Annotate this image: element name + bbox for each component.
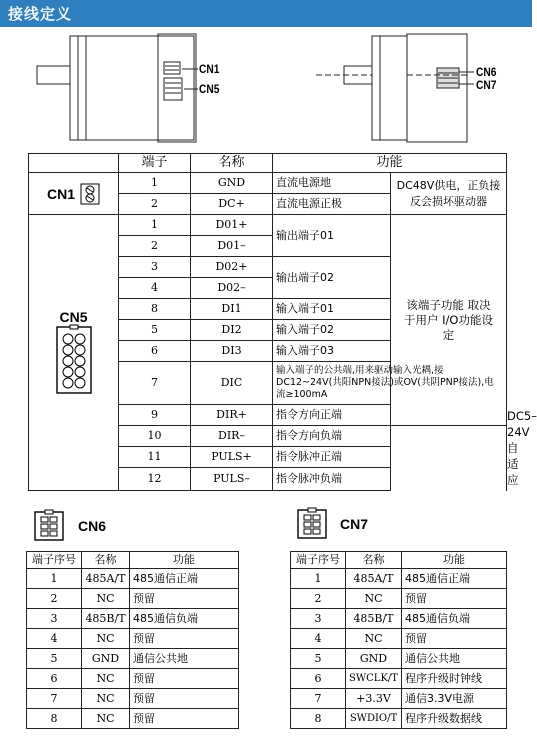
table-row [27,569,239,589]
func-cell: 指令方向负端 [273,426,391,447]
cn6-connector-icon [33,510,65,542]
pin-cell: 4 [291,629,346,649]
func-cell: 485通信正端 [130,569,239,589]
table-row [291,709,507,729]
cn6-callout: CN6 [476,65,497,79]
name-cell: DI3 [191,341,273,362]
func-cell: 输入端子02 [273,320,391,341]
func-cell: 直流电源地 [273,173,391,194]
name-cell: SWCLK/T [346,669,402,689]
page-title: 接线定义 [8,5,73,23]
header-function: 功能 [130,552,239,569]
cn7-header-row [291,552,507,569]
func-cell: 预留 [130,689,239,709]
func-cell: 预留 [402,629,507,649]
table-header-row [29,154,507,173]
func-cell: 通信公共地 [130,649,239,669]
pin-cell: 4 [119,278,191,299]
name-cell: 485A/T [346,569,402,589]
table-row [29,173,507,194]
func-cell: 通信公共地 [402,649,507,669]
pin-cell: 7 [119,362,191,405]
name-cell: DC+ [191,194,273,215]
func-cell: 485通信正端 [402,569,507,589]
pin-cell: 5 [27,649,82,669]
name-cell: SWDIO/T [346,709,402,729]
name-cell: NC [82,589,130,609]
cn7-title: CN7 [340,516,369,532]
cn5-group-cell [29,215,119,491]
header-bar [0,0,532,27]
name-cell: +3.3V [346,689,402,709]
name-cell: NC [82,669,130,689]
table-row [291,649,507,669]
name-cell: DIC [191,362,273,405]
table-row [291,569,507,589]
header-terminal: 端子 [119,154,191,173]
pin-cell: 1 [27,569,82,589]
header-name: 名称 [191,154,273,173]
name-cell: GND [82,649,130,669]
name-cell: PULS+ [191,447,273,468]
cn6-table [26,551,239,729]
table-row: 9 DIR+ 指令方向正端 DC5–24V 自适应 [29,405,507,426]
func-cell: 预留 [402,589,507,609]
table-row [27,609,239,629]
header-name: 名称 [82,552,130,569]
cn5-callout: CN5 [199,82,220,96]
name-cell: DI1 [191,299,273,320]
table-row [291,669,507,689]
cn6-header-row [27,552,239,569]
func-cell: 预留 [130,669,239,689]
cn5-label: CN5 [59,308,88,325]
pin-cell: 5 [291,649,346,669]
table-row [291,589,507,609]
name-cell: GND [191,173,273,194]
func-cell: 输出端子02 [273,257,391,299]
pin-cell: 8 [27,709,82,729]
cn5-io-note: 该端子功能 取决于用户 I/O功能设定 [391,215,507,426]
table-row [27,649,239,669]
name-cell: D02– [191,278,273,299]
pin-cell: 3 [119,257,191,278]
name-cell: 485B/T [82,609,130,629]
cn7-connector-icon [296,508,328,540]
func-cell: 预留 [130,589,239,609]
pin-cell: 3 [27,609,82,629]
func-cell: 预留 [130,629,239,649]
name-cell: DIR+ [191,405,273,426]
table-row [291,689,507,709]
name-cell: DIR– [191,426,273,447]
motor-outline-drawing [0,30,532,145]
func-cell: 程序升级时钟线 [402,669,507,689]
motor-drawings [0,30,532,145]
table-row [27,689,239,709]
name-cell: NC [82,689,130,709]
name-cell: PULS– [191,468,273,491]
table-row [27,589,239,609]
header-name: 名称 [346,552,402,569]
func-cell: 485通信负端 [130,609,239,629]
terminal-table [28,153,537,491]
pin-cell: 4 [27,629,82,649]
pin-cell: 1 [119,173,191,194]
pin-cell: 2 [119,194,191,215]
name-cell: NC [346,629,402,649]
cn7-callout: CN7 [476,78,497,92]
right-motor-outline [316,34,474,142]
name-cell: D01+ [191,215,273,236]
dic-func-cell: 输入端子的公共端,用来驱动输入光耦,接DC12~24V(共阳NPN接法)或OV(共阴PNP接法),电流≥100mA [273,362,507,405]
func-cell: 485通信负端 [402,609,507,629]
pin-cell: 6 [27,669,82,689]
cn6-title: CN6 [78,518,107,534]
cn1-connector-icon [80,183,100,205]
table-row [291,629,507,649]
name-cell: DI2 [191,320,273,341]
name-cell: NC [82,709,130,729]
pin-cell: 2 [291,589,346,609]
pin-cell: 6 [119,341,191,362]
pin-cell: 9 [119,405,191,426]
pin-cell: 3 [291,609,346,629]
func-cell: 输入端子03 [273,341,391,362]
pin-cell: 1 [291,569,346,589]
pin-cell: 8 [291,709,346,729]
func-cell: 指令脉冲正端 [273,447,391,468]
table-row [27,709,239,729]
header-pin-no: 端子序号 [291,552,346,569]
name-cell: D01– [191,236,273,257]
cn1-group-cell [29,173,119,215]
cn1-label: CN1 [46,185,75,202]
name-cell: GND [346,649,402,669]
func-cell: 输出端子01 [273,215,391,257]
name-cell: NC [82,629,130,649]
pin-cell: 6 [291,669,346,689]
table-row [291,609,507,629]
func-cell: 输入端子01 [273,299,391,320]
table-row [29,215,507,236]
func-cell: 直流电源正极 [273,194,391,215]
left-motor-outline [37,34,198,142]
name-cell: NC [346,589,402,609]
pin-cell: 1 [119,215,191,236]
pin-cell: 7 [27,689,82,709]
table-row [27,629,239,649]
header-pin-no: 端子序号 [27,552,82,569]
table-row [27,669,239,689]
func-cell: 指令方向正端 [273,405,391,426]
pin-cell: 7 [291,689,346,709]
header-function: 功能 [273,154,507,173]
cn1-callout: CN1 [199,62,220,76]
pin-cell: 2 [119,236,191,257]
pin-cell: 5 [119,320,191,341]
header-blank [29,154,119,173]
header-function: 功能 [402,552,507,569]
cn5-connector-icon [54,325,94,395]
pin-cell: 11 [119,447,191,468]
name-cell: 485B/T [346,609,402,629]
pin-cell: 12 [119,468,191,491]
cn1-note: DC48V供电，正负接反会损坏驱动器 [391,173,507,215]
pin-cell: 10 [119,426,191,447]
name-cell: 485A/T [82,569,130,589]
func-cell: 通信3.3V电源 [402,689,507,709]
func-cell: 指令脉冲负端 [273,468,391,491]
pin-cell: 2 [27,589,82,609]
name-cell: D02+ [191,257,273,278]
func-cell: 预留 [130,709,239,729]
pin-cell: 8 [119,299,191,320]
cn7-table [290,551,507,729]
func-cell: 程序升级数据线 [402,709,507,729]
